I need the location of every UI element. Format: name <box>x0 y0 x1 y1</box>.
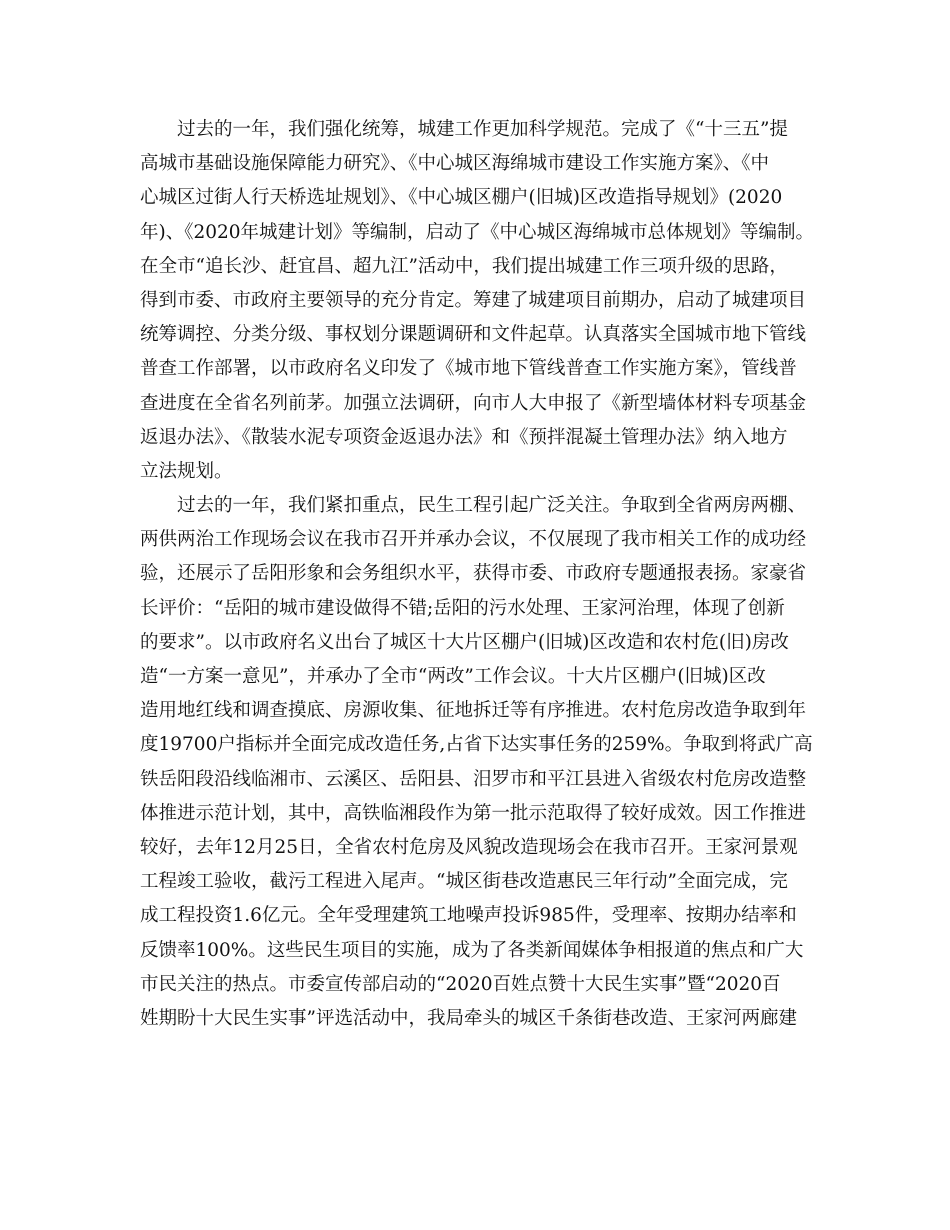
text-line: 过去的一年，我们强化统筹，城建工作更加科学规范。完成了《“十三五”提 <box>177 119 788 140</box>
text-line: 普查工作部署，以市政府名义印发了《城市地下管线普查工作实施方案》，管线普 <box>140 358 797 380</box>
body-text <box>140 113 840 1036</box>
text-line: 两供两治工作现场会议在我市召开并承办会议，不仅展现了我市相关工作的成功经 <box>140 529 807 551</box>
text-line: 度19700户指标并全面完成改造任务,占省下达实事任务的259%。争取到将武广高 <box>140 734 813 756</box>
text-line: 立法规划。 <box>140 460 233 482</box>
text-line: 高城市基础设施保障能力研究》、《中心城区海绵城市建设工作实施方案》、《中 <box>140 153 770 175</box>
paragraph <box>140 489 840 1036</box>
text-line: 姓期盼十大民生实事”评选活动中，我局牵头的城区千条街巷改造、王家河两廊建 <box>140 1007 797 1029</box>
text-line: 在全市“追长沙、赶宜昌、超九江”活动中，我们提出城建工作三项升级的思路， <box>140 255 788 277</box>
text-line: 返退办法》、《散装水泥专项资金返退办法》和《预拌混凝土管理办法》纳入地方 <box>140 426 788 448</box>
text-line: 查进度在全省名列前茅。加强立法调研，向市人大申报了《新型墙体材料专项基金 <box>140 392 807 414</box>
text-line: 长评价：“岳阳的城市建设做得不错;岳阳的污水处理、王家河治理，体现了创新 <box>140 597 785 619</box>
text-line: 验，还展示了岳阳形象和会务组织水平，获得市委、市政府专题通报表扬。家豪省 <box>140 563 807 585</box>
text-line: 造“一方案一意见”，并承办了全市“两改”工作会议。十大片区棚户(旧城)区改 <box>140 666 766 687</box>
text-line: 市民关注的热点。市委宣传部启动的“2020百姓点赞十大民生实事”暨“2020百 <box>140 973 781 995</box>
text-line: 体推进示范计划，其中，高铁临湘段作为第一批示范取得了较好成效。因工作推进 <box>140 802 807 824</box>
text-line: 工程竣工验收，截污工程进入尾声。“城区街巷改造惠民三年行动”全面完成，完 <box>140 871 788 893</box>
text-line: 的要求”。以市政府名义出台了城区十大片区棚户(旧城)区改造和农村危(旧)房改 <box>140 631 789 653</box>
text-line: 较好，去年12月25日，全省农村危房及风貌改造现场会在我市召开。王家河景观 <box>140 836 798 858</box>
text-line: 造用地红线和调查摸底、房源收集、征地拆迁等有序推进。农村危房改造争取到年 <box>140 700 807 722</box>
text-line: 心城区过街人行天桥选址规划》、《中心城区棚户(旧城)区改造指导规划》(2020 <box>140 187 783 209</box>
text-line: 年)、《2020年城建计划》等编制，启动了《中心城区海绵城市总体规划》等编制。 <box>140 221 815 243</box>
text-line: 铁岳阳段沿线临湘市、云溪区、岳阳县、汨罗市和平江县进入省级农村危房改造整 <box>140 768 807 790</box>
text-line: 成工程投资1.6亿元。全年受理建筑工地噪声投诉985件，受理率、按期办结率和 <box>140 905 797 927</box>
paragraph <box>140 113 840 489</box>
text-line: 得到市委、市政府主要领导的充分肯定。筹建了城建项目前期办，启动了城建项目 <box>140 289 807 311</box>
text-line: 反馈率100%。这些民生项目的实施，成为了各类新闻媒体争相报道的焦点和广大 <box>140 939 804 961</box>
text-line: 过去的一年，我们紧扣重点，民生工程引起广泛关注。争取到全省两房两棚、 <box>177 495 807 517</box>
text-line: 统筹调控、分类分级、事权划分课题调研和文件起草。认真落实全国城市地下管线 <box>140 324 807 346</box>
